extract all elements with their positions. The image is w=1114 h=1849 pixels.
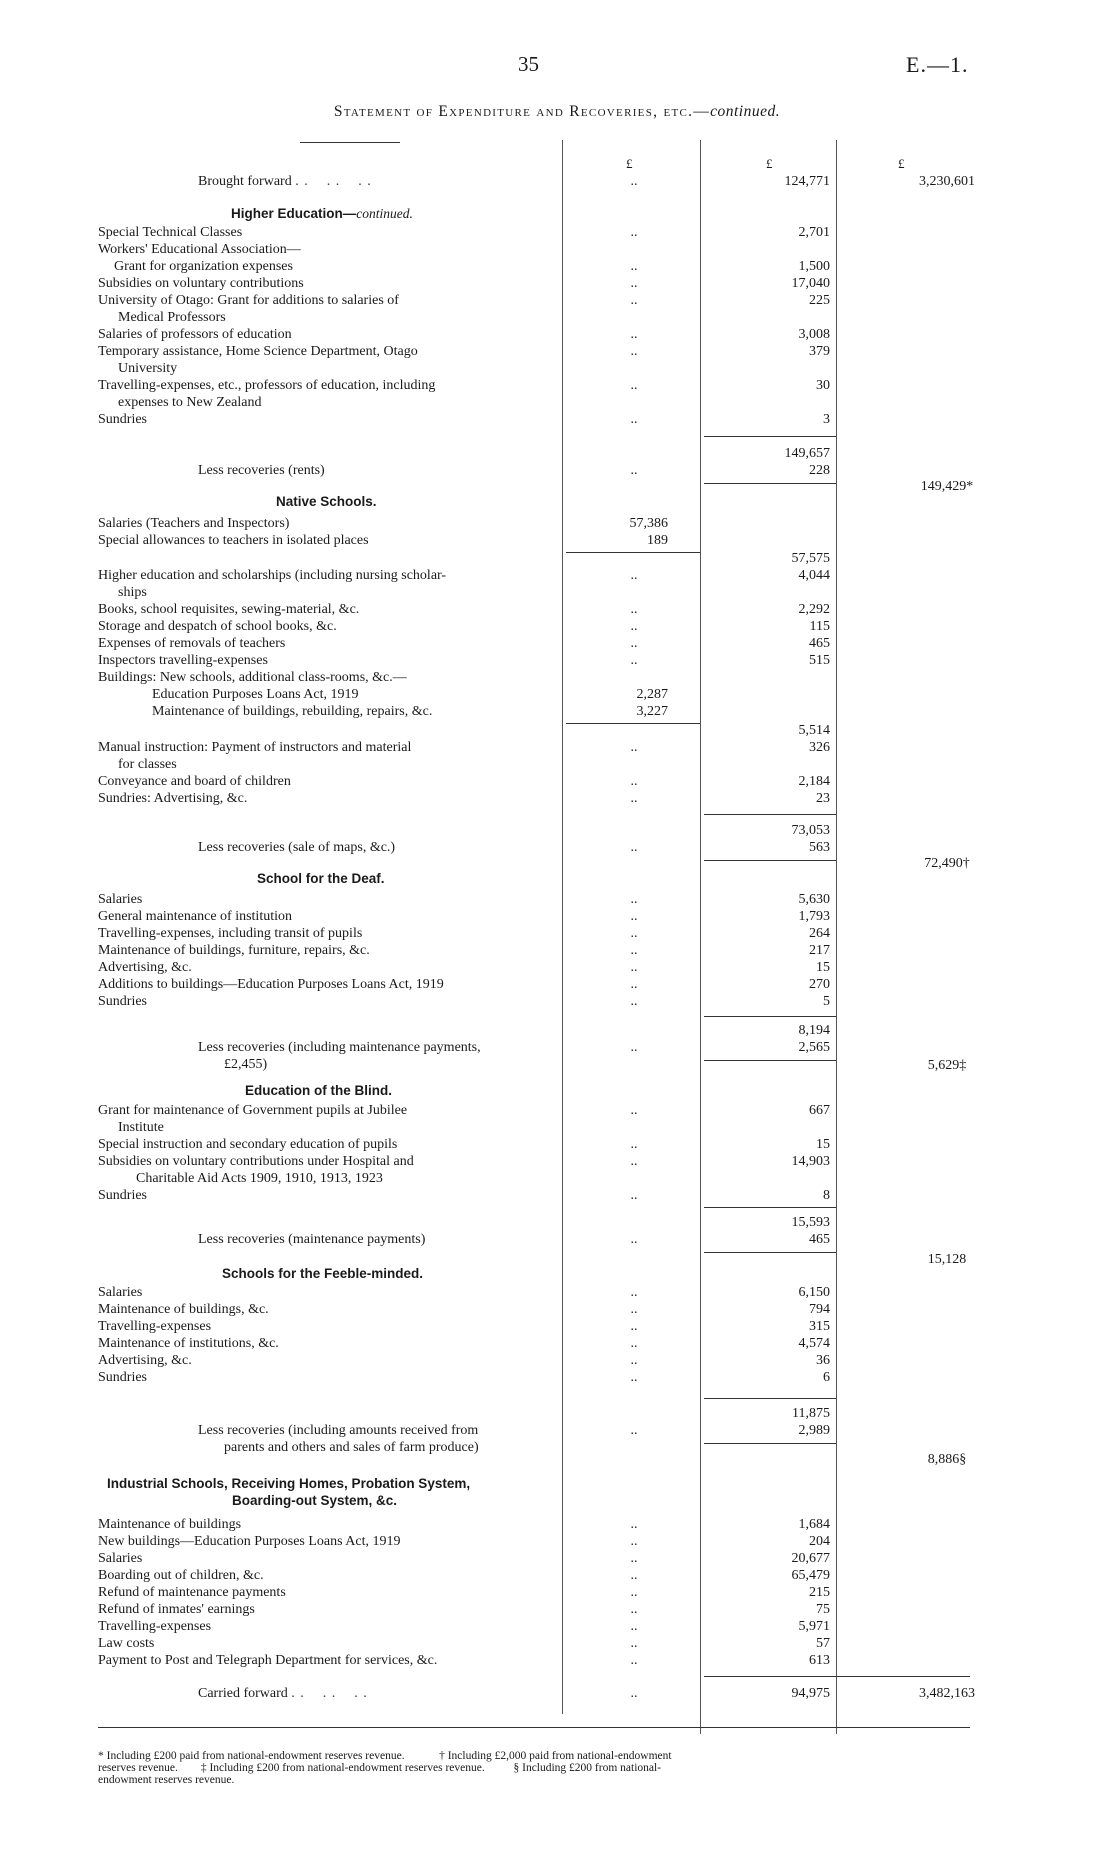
blind-heading: Education of the Blind. (245, 1083, 392, 1098)
column-rule-2 (700, 140, 701, 1734)
higher-education-heading: Higher Education—continued. (231, 206, 413, 221)
footnote-section: § Including £200 from national- (513, 1762, 662, 1774)
carried-forward-col2: 94,975 (791, 1686, 830, 1701)
brought-forward-col2: 124,771 (784, 174, 830, 189)
currency-col3: £ (898, 156, 905, 171)
footnote-rule (98, 1727, 970, 1728)
title-continued: continued. (710, 103, 781, 120)
subtotal-rule (704, 1207, 836, 1208)
footnote-double-dagger: ‡ Including £200 from national-endowment reserves revenue. (200, 1762, 485, 1774)
footnote-dagger: † Including £2,000 paid from national-endowment (439, 1750, 672, 1762)
sum-rule (566, 552, 700, 553)
currency-col2: £ (766, 156, 773, 171)
title-main: Statement of Expenditure and Recoveries, etc.— (333, 103, 711, 120)
deaf-heading: School for the Deaf. (257, 871, 385, 886)
carried-forward-rule (704, 1676, 970, 1677)
net-rule (704, 1443, 836, 1444)
feeble-heading: Schools for the Feeble-minded. (222, 1266, 424, 1281)
footnote-dagger-cont: reserves revenue. (98, 1762, 178, 1774)
header-rule (300, 142, 400, 143)
carried-forward-label: Carried forward (198, 1686, 288, 1701)
net-rule (704, 860, 836, 861)
carried-forward-col3: 3,482,163 (919, 1686, 975, 1701)
document-reference: E.—1. (906, 52, 969, 77)
higher-education-subtotal: 149,657 (784, 446, 830, 461)
column-rule-3 (836, 140, 837, 1734)
page-number: 35 (518, 52, 539, 76)
brought-forward-col1: .. (630, 174, 638, 189)
net-rule (704, 1252, 836, 1253)
net-rule (704, 483, 836, 484)
subtotal-rule (704, 814, 836, 815)
net-rule (704, 1060, 836, 1061)
footnotes (98, 1750, 958, 1786)
page-title (0, 103, 1114, 121)
brought-forward-label: Brought forward (198, 174, 292, 189)
subtotal-rule (704, 436, 836, 437)
subtotal-rule (704, 1016, 836, 1017)
subtotal-rule (704, 1398, 836, 1399)
sum-rule (566, 723, 700, 724)
industrial-heading: Industrial Schools, Receiving Homes, Probation System, (107, 1476, 471, 1491)
footnote-star: * Including £200 paid from national-endowment reserves revenue. (98, 1750, 405, 1762)
higher-education-net: 149,429* (920, 479, 974, 494)
industrial-heading-line2: Boarding-out System, &c. (232, 1493, 398, 1508)
brought-forward-col3: 3,230,601 (919, 174, 975, 189)
currency-col1: £ (626, 156, 633, 171)
footnote-section-cont: endowment reserves revenue. (98, 1774, 235, 1786)
native-schools-heading: Native Schools. (276, 494, 377, 509)
column-rule-1 (562, 140, 563, 1714)
